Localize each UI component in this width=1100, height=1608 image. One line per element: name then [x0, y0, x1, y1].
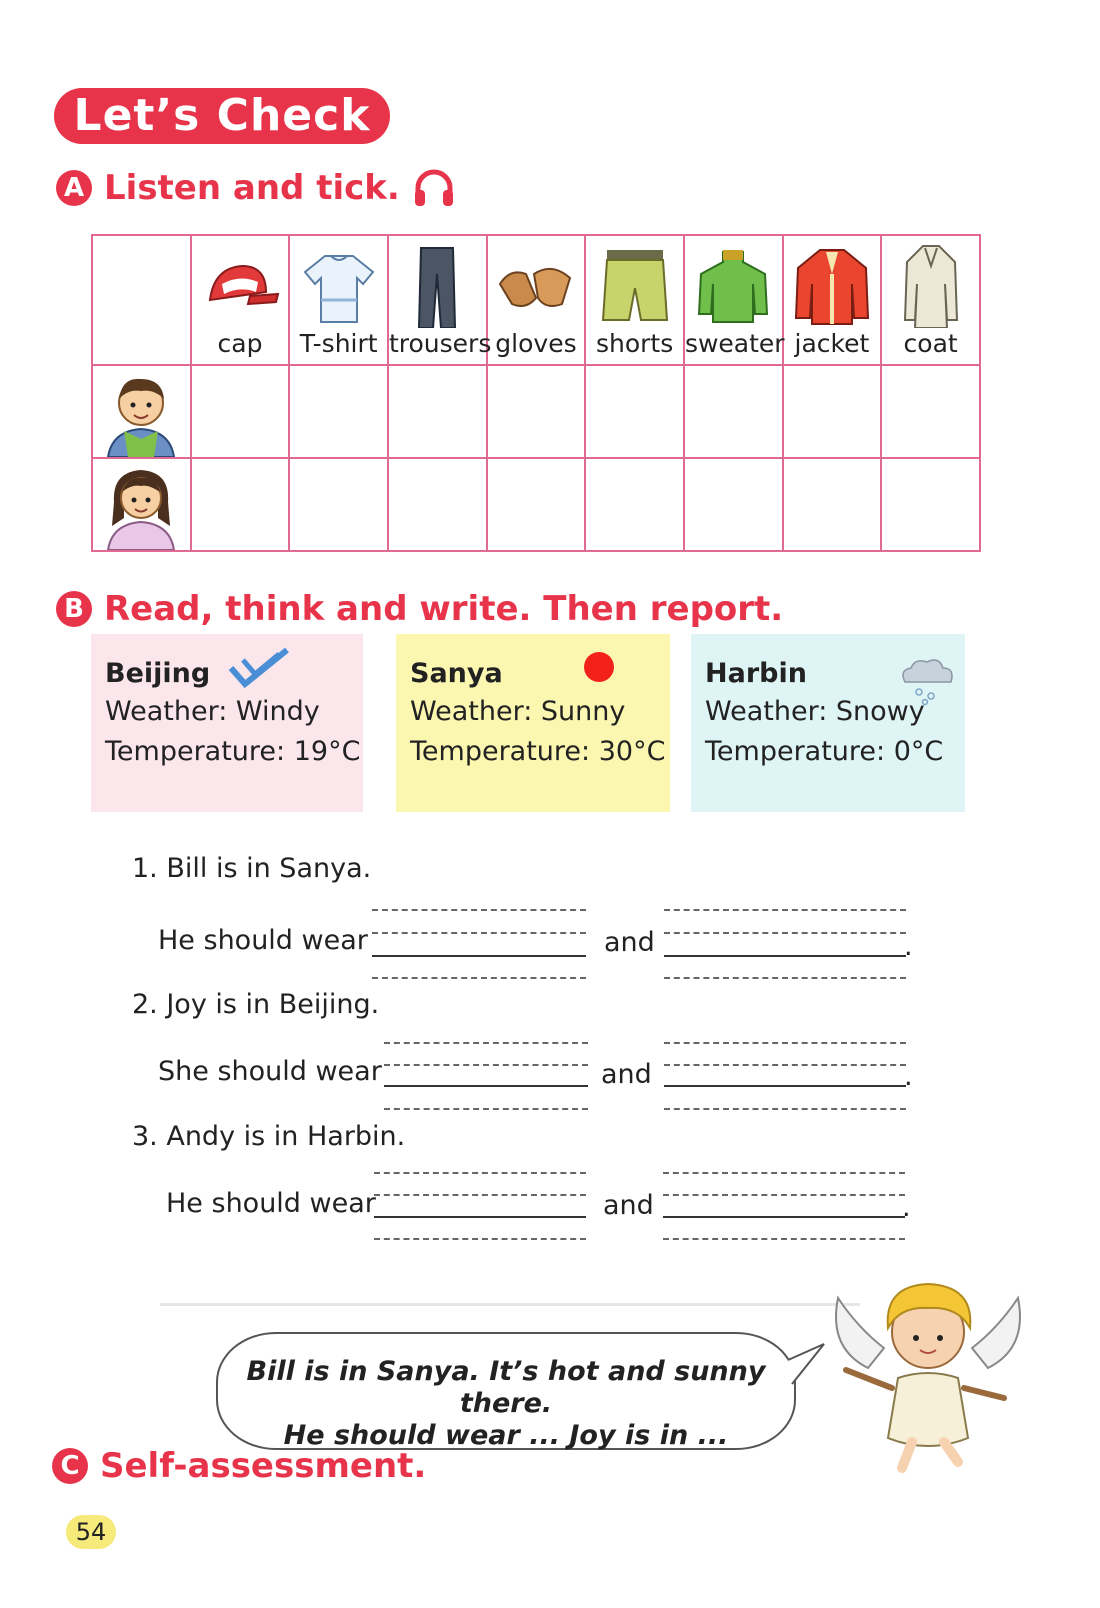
item-label-cap: cap: [217, 328, 263, 358]
question-2-end: .: [904, 1061, 913, 1092]
writing-guide-line: [384, 1108, 588, 1110]
table-header-cell: [487, 235, 586, 365]
weather-card-harbin: [691, 634, 965, 812]
weather-text: Weather: Windy: [105, 696, 320, 727]
snow-cloud-icon: [895, 656, 957, 706]
writing-guide-line: [372, 977, 586, 979]
tick-cell[interactable]: [783, 458, 882, 551]
writing-guide-line: [664, 977, 906, 979]
bubble-tail: [786, 1340, 826, 1390]
tick-cell[interactable]: [388, 365, 487, 458]
section-a-title: Listen and tick.: [104, 168, 400, 208]
section-b-title: Read, think and write. Then report.: [104, 589, 784, 629]
writing-guide-line: [663, 1238, 905, 1240]
item-label-sweater: sweater: [684, 328, 785, 358]
table-header-cell: [585, 235, 684, 365]
listen-tick-table: [91, 234, 981, 552]
tick-cell[interactable]: [585, 365, 684, 458]
tick-cell[interactable]: [289, 365, 388, 458]
bubble-line-2: He should wear ... Joy is in ...: [283, 1420, 729, 1451]
temperature-text: Temperature: 19°C: [105, 736, 361, 767]
tick-cell[interactable]: [881, 365, 980, 458]
section-c-letter: C: [52, 1448, 88, 1484]
question-1-answer-lead: He should wear: [158, 925, 368, 956]
table-header-cell: [684, 235, 783, 365]
answer-blank-1a[interactable]: [372, 955, 586, 957]
writing-guide-line: [374, 1238, 586, 1240]
trousers-icon: [397, 244, 477, 328]
question-3-end: .: [902, 1192, 911, 1223]
writing-guide-line: [664, 1108, 906, 1110]
question-1-prompt: 1. Bill is in Sanya.: [132, 853, 372, 884]
tick-cell[interactable]: [191, 458, 290, 551]
writing-guide-line: [374, 1194, 586, 1196]
weather-text: Weather: Sunny: [410, 696, 626, 727]
answer-blank-3b[interactable]: [663, 1216, 905, 1218]
table-corner-cell: [92, 235, 191, 365]
writing-guide-line: [384, 1064, 588, 1066]
jacket-icon: [792, 244, 872, 328]
tick-cell[interactable]: [881, 458, 980, 551]
speech-bubble: [216, 1332, 796, 1450]
table-header-cell: [191, 235, 290, 365]
page-title: Let’s Check: [54, 88, 390, 144]
city-name: Sanya: [410, 658, 503, 689]
question-1-end: .: [904, 931, 913, 962]
section-b-letter: B: [56, 591, 92, 627]
question-3-prompt: 3. Andy is in Harbin.: [132, 1121, 406, 1152]
tick-cell[interactable]: [783, 365, 882, 458]
bubble-line-1: Bill is in Sanya. It’s hot and sunny there.: [246, 1356, 766, 1419]
writing-guide-line: [664, 1064, 906, 1066]
tick-cell[interactable]: [289, 458, 388, 551]
weather-text: Weather: Snowy: [705, 696, 925, 727]
tick-cell[interactable]: [487, 365, 586, 458]
temperature-text: Temperature: 0°C: [705, 736, 944, 767]
table-header-cell: [388, 235, 492, 365]
writing-guide-line: [374, 1172, 586, 1174]
table-header-cell: [289, 235, 388, 365]
section-b-header: [56, 589, 783, 629]
girl-icon: [98, 462, 184, 550]
answer-blank-1b[interactable]: [664, 955, 906, 957]
section-a-header: [56, 166, 456, 210]
question-3-answer-lead: He should wear: [166, 1188, 376, 1219]
angel-icon: [828, 1258, 1028, 1478]
shorts-icon: [595, 244, 675, 328]
weather-card-beijing: [91, 634, 363, 812]
question-2-prompt: 2. Joy is in Beijing.: [132, 989, 380, 1020]
section-a-letter: A: [56, 170, 92, 206]
sweater-icon: [693, 244, 773, 328]
writing-guide-line: [663, 1172, 905, 1174]
cap-icon: [200, 244, 280, 328]
tshirt-icon: [299, 244, 379, 328]
item-label-shorts: shorts: [595, 328, 674, 358]
girl-cell: [92, 458, 191, 551]
boy-icon: [98, 369, 184, 457]
tick-cell[interactable]: [585, 458, 684, 551]
table-header-cell: [881, 235, 980, 365]
table-header-cell: [783, 235, 882, 365]
divider: [160, 1303, 860, 1306]
temperature-text: Temperature: 30°C: [410, 736, 666, 767]
writing-guide-line: [664, 1042, 906, 1044]
answer-blank-2a[interactable]: [384, 1085, 588, 1087]
item-label-gloves: gloves: [495, 328, 577, 358]
tick-cell[interactable]: [191, 365, 290, 458]
gloves-icon: [496, 244, 576, 328]
headphones-icon: [412, 166, 456, 210]
item-label-coat: coat: [903, 328, 958, 358]
question-1-and: and: [604, 927, 655, 958]
writing-guide-line: [384, 1042, 588, 1044]
item-label-tshirt: T-shirt: [299, 328, 378, 358]
writing-guide-line: [372, 932, 586, 934]
wind-icon: [227, 646, 293, 690]
tick-cell[interactable]: [684, 458, 783, 551]
writing-guide-line: [664, 932, 906, 934]
page-number: 54: [66, 1515, 116, 1549]
city-name: Harbin: [705, 658, 807, 689]
answer-blank-2b[interactable]: [664, 1085, 906, 1087]
section-c-header: [52, 1446, 426, 1486]
table-row: [92, 458, 980, 551]
table-row: [92, 365, 980, 458]
writing-guide-line: [664, 909, 906, 911]
question-3-and: and: [603, 1190, 654, 1221]
answer-blank-3a[interactable]: [374, 1216, 586, 1218]
tick-cell[interactable]: [388, 458, 487, 551]
weather-card-sanya: [396, 634, 670, 812]
question-2-and: and: [601, 1059, 652, 1090]
coat-icon: [891, 244, 971, 328]
city-name: Beijing: [105, 658, 211, 689]
table-header-row: [92, 235, 980, 365]
item-label-trousers: trousers: [388, 328, 492, 358]
question-2-answer-lead: She should wear: [158, 1056, 382, 1087]
section-c-title: Self-assessment.: [100, 1446, 427, 1486]
tick-cell[interactable]: [487, 458, 586, 551]
writing-guide-line: [663, 1194, 905, 1196]
writing-guide-line: [372, 909, 586, 911]
sun-icon: [582, 650, 616, 684]
boy-cell: [92, 365, 191, 458]
tick-cell[interactable]: [684, 365, 783, 458]
item-label-jacket: jacket: [794, 328, 870, 358]
